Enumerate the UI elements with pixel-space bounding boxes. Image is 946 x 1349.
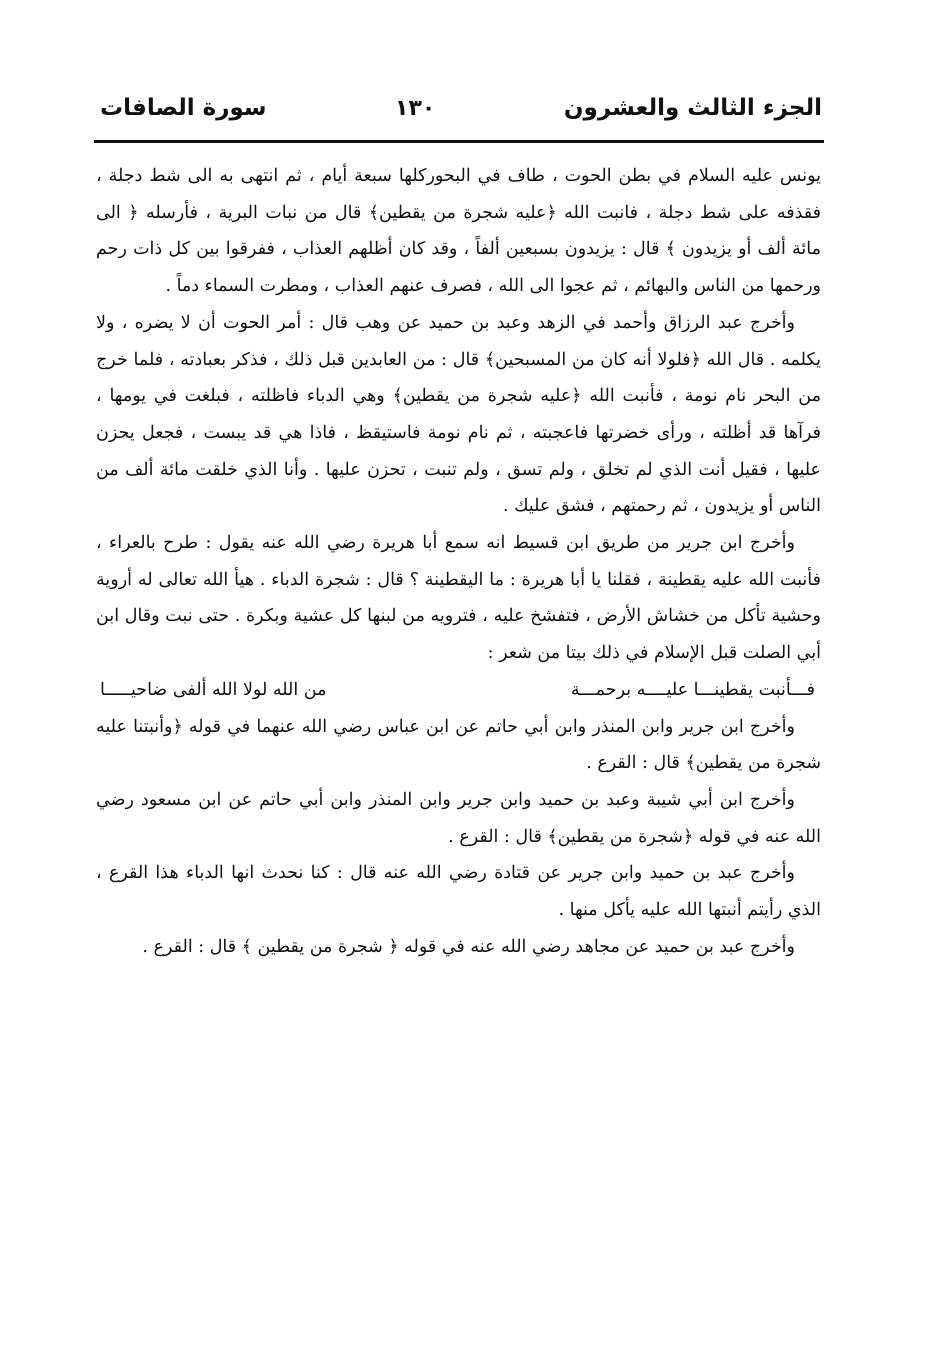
header-rule [94,140,824,143]
paragraph: وأخرج عبد بن حميد عن مجاهد رضي الله عنه في قوله ﴿ شجرة من يقطين ﴾ قال : القرع . [142,936,795,957]
part-title: الجزء الثالث والعشرون [563,95,822,121]
paragraph: وأخرج ابن أبي شيبة وعبد بن حميد وابن جرير وابن المنذر وابن أبي حاتم عن ابن مسعود رضي الله عنه في قوله ﴿شجرة من يقطين﴾ قال : القرع . [96,789,821,847]
verse-first-hemistich: فـــأنبت يقطينـــا عليــــه برحمـــة [570,679,815,700]
paragraph: وأخرج ابن جرير وابن المنذر وابن أبي حاتم عن ابن عباس رضي الله عنهما في قوله ﴿وأنبتنا عليه شجرة من يقطين﴾ قال : القرع . [96,716,821,774]
page-number: ١٣٠ [395,95,436,121]
paragraph: وأخرج ابن جرير من طريق ابن قسيط انه سمع أبا هريرة رضي الله عنه يقول : طرح بالعراء ، فأنبت الله عليه يقطينة ، فقلنا يا أبا هريرة : ما اليقطينة ؟ قال : شجرة الدباء . هيأ الله تعالى له أروية وحشية تأكل من خشاش الأرض ، فتفشخ عليه ، فترويه من لبنها كل عشية وبكرة . حتى نبت وقال ابن أبي الصلت قبل الإسلام في ذلك بيتا من شعر : [96,533,821,664]
verse-second-hemistich: من الله لولا الله ألفى ضاحيـــــا [100,679,327,700]
paragraph: يونس عليه السلام في بطن الحوت ، طاف في البحوركلها سبعة أيام ، ثم انتهى به الى شط دجلة ، فقذفه على شط دجلة ، فانبت الله ﴿عليه شجرة من يقطين﴾ قال من نبات البرية ، فأرسله ﴿ الى مائة ألف أو يزيدون ﴾ قال : يزيدون بسبعين ألفاً ، وقد كان أظلهم العذاب ، ففرقوا بين كل ذات رحم ورحمها من الناس والبهائم ، ثم عجوا الى الله ، فصرف عنهم العذاب ، ومطرت السماء دماً . [96,166,821,297]
page-header [100,88,822,128]
poem-verse [96,672,821,709]
page-body [96,158,821,965]
paragraph: وأخرج عبد بن حميد وابن جرير عن قتادة رضي الله عنه قال : كنا نحدث انها الدباء هذا القرع ، الذي رأيتم أنبتها الله عليه يأكل منها . [96,863,821,921]
surah-title: سورة الصافات [100,95,267,121]
paragraph: وأخرج عبد الرزاق وأحمد في الزهد وعبد بن حميد عن وهب قال : أمر الحوت أن لا يضره ، ولا يكلمه . قال الله ﴿فلولا أنه كان من المسبحين﴾ قال : من العابدين قبل ذلك ، فذكر بعبادته ، فلما خرج من البحر نام نومة ، فأنبت الله ﴿عليه شجرة من يقطين﴾ وهي الدباء فاظلته ، فبلغت في يومها ، فرآها قد أظلته ، ورأى خضرتها فاعجبته ، ثم نام نومة فاستيقظ ، فاذا هي قد يبست ، فجعل يحزن عليها ، فقيل أنت الذي لم تخلق ، ولم تسق ، ولم تنبت ، تحزن عليها . وأنا الذي خلقت مائة ألف من الناس أو يزيدون ، ثم رحمتهم ، فشق عليك . [96,312,821,517]
